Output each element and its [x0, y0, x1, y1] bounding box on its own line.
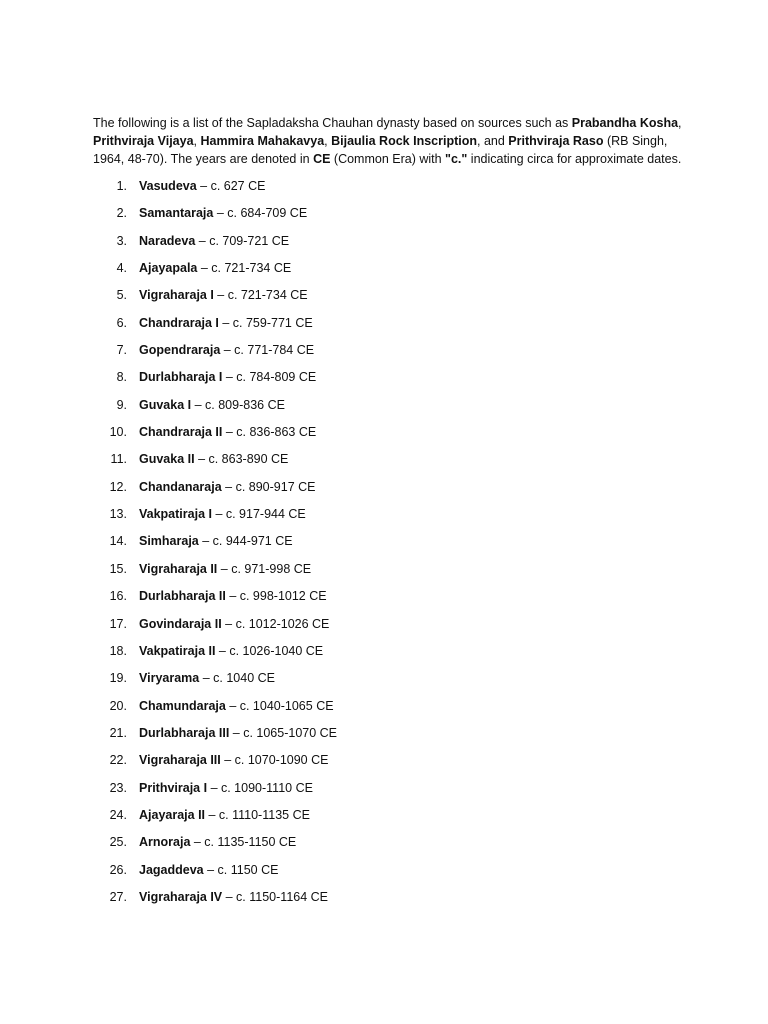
- list-item: [93, 368, 683, 395]
- intro-source-name: CE: [313, 152, 331, 166]
- list-item-number: 18.: [109, 643, 127, 658]
- intro-text: (Common Era) with: [330, 152, 446, 166]
- intro-paragraph: [93, 114, 683, 168]
- ruler-dates: – c. 721-734 CE: [213, 288, 308, 303]
- list-item-entry: [139, 532, 293, 550]
- ruler-name: Prithviraja I: [139, 780, 208, 795]
- ruler-name: Govindaraja II: [139, 616, 222, 631]
- ruler-name: Durlabharaja II: [139, 589, 226, 604]
- ruler-name: Chandraraja II: [139, 425, 223, 440]
- list-item: [93, 450, 683, 477]
- ruler-name: Vigraharaja II: [139, 561, 218, 576]
- list-item-number: 9.: [116, 397, 127, 412]
- list-item: [93, 833, 683, 860]
- list-item-entry: [139, 806, 310, 824]
- list-item: [93, 724, 683, 751]
- list-item: [93, 532, 683, 559]
- list-item-number: 23.: [109, 780, 127, 795]
- ruler-dates: – c. 784-809 CE: [222, 370, 317, 385]
- ruler-dates: – c. 917-944 CE: [211, 507, 306, 522]
- intro-text: ,: [324, 134, 332, 148]
- list-item-entry: [139, 314, 313, 332]
- list-item: [93, 697, 683, 724]
- list-item-entry: [139, 724, 337, 742]
- list-item: [93, 204, 683, 231]
- list-item: [93, 615, 683, 642]
- ruler-dates: – c. 721-734 CE: [197, 261, 292, 276]
- ruler-name: Chandanaraja: [139, 479, 222, 494]
- list-item-entry: [139, 177, 265, 195]
- list-item: [93, 478, 683, 505]
- list-item-entry: [139, 615, 329, 633]
- list-item-entry: [139, 232, 289, 250]
- ruler-name: Vigraharaja IV: [139, 889, 223, 904]
- ruler-name: Guvaka II: [139, 452, 195, 467]
- list-item-number: 25.: [109, 835, 127, 850]
- list-item-number: 17.: [109, 616, 127, 631]
- list-item-number: 12.: [109, 479, 127, 494]
- ruler-name: Naradeva: [139, 233, 196, 248]
- intro-source-name: Bijaulia Rock Inscription: [331, 134, 477, 148]
- ruler-dates: – c. 1135-1150 CE: [190, 835, 297, 850]
- intro-source-name: "c.": [445, 152, 468, 166]
- list-item-number: 4.: [116, 261, 127, 276]
- ruler-dates: – c. 1065-1070 CE: [229, 725, 338, 740]
- list-item-number: 22.: [109, 753, 127, 768]
- ruler-dates: – c. 709-721 CE: [195, 233, 290, 248]
- ruler-dates: – c. 1040-1065 CE: [225, 698, 334, 713]
- intro-text: indicating circa for approximate dates.: [467, 152, 682, 166]
- list-item: [93, 806, 683, 833]
- list-item: [93, 259, 683, 286]
- ruler-name: Ajayapala: [139, 261, 198, 276]
- list-item-number: 5.: [116, 288, 127, 303]
- list-item: [93, 341, 683, 368]
- list-item-number: 3.: [116, 233, 127, 248]
- ruler-name: Vasudeva: [139, 179, 197, 193]
- list-item-entry: [139, 396, 285, 414]
- document-page: [93, 114, 683, 915]
- list-item-entry: [139, 478, 315, 496]
- list-item: [93, 861, 683, 888]
- ruler-dates: – c. 1026-1040 CE: [215, 643, 324, 658]
- list-item: [93, 751, 683, 778]
- list-item: [93, 286, 683, 313]
- ruler-name: Viryarama: [139, 671, 200, 686]
- list-item-number: 13.: [109, 507, 127, 522]
- ruler-dates: – c. 1150 CE: [203, 862, 279, 877]
- list-item-entry: [139, 259, 291, 277]
- ruler-dates: – c. 998-1012 CE: [225, 589, 327, 604]
- list-item-number: 6.: [116, 315, 127, 330]
- list-item-number: 15.: [109, 561, 127, 576]
- list-item-entry: [139, 587, 327, 605]
- list-item-number: 26.: [109, 862, 127, 877]
- list-item-entry: [139, 669, 275, 687]
- list-item-entry: [139, 450, 288, 468]
- list-item-entry: [139, 204, 307, 222]
- list-item-number: 14.: [109, 534, 127, 549]
- list-item: [93, 669, 683, 696]
- ruler-dates: – c. 863-890 CE: [194, 452, 289, 467]
- list-item-entry: [139, 560, 311, 578]
- list-item-entry: [139, 423, 316, 441]
- intro-text: ,: [193, 134, 201, 148]
- ruler-name: Samantaraja: [139, 206, 214, 221]
- ruler-name: Vakpatiraja II: [139, 643, 216, 658]
- list-item: [93, 642, 683, 669]
- intro-source-name: Prithviraja Vijaya: [93, 134, 194, 148]
- ruler-name: Jagaddeva: [139, 862, 204, 877]
- list-item: [93, 314, 683, 341]
- ruler-dates: – c. 627 CE: [196, 179, 266, 193]
- list-item-entry: [139, 341, 314, 359]
- list-item-number: 8.: [116, 370, 127, 385]
- ruler-name: Durlabharaja I: [139, 370, 223, 385]
- ruler-name: Guvaka I: [139, 397, 192, 412]
- list-item: [93, 779, 683, 806]
- list-item: [93, 232, 683, 259]
- ruler-dates: – c. 971-998 CE: [217, 561, 312, 576]
- ruler-dates: – c. 944-971 CE: [198, 534, 293, 549]
- ruler-dates: – c. 836-863 CE: [222, 425, 317, 440]
- list-item: [93, 505, 683, 532]
- ruler-name: Gopendraraja: [139, 343, 221, 358]
- list-item: [93, 396, 683, 423]
- list-item-entry: [139, 888, 328, 906]
- list-item: [93, 560, 683, 587]
- list-item-entry: [139, 286, 308, 304]
- ruler-name: Chamundaraja: [139, 698, 226, 713]
- intro-source-name: Hammira Mahakavya: [200, 134, 325, 148]
- list-item-number: 7.: [116, 343, 127, 358]
- list-item: [93, 423, 683, 450]
- ruler-name: Durlabharaja III: [139, 725, 230, 740]
- ruler-dates: – c. 1040 CE: [199, 671, 275, 686]
- list-item-number: 20.: [109, 698, 127, 713]
- ruler-list: [93, 177, 683, 915]
- ruler-dates: – c. 1090-1110 CE: [207, 780, 313, 795]
- list-item-number: 10.: [109, 425, 127, 440]
- list-item: [93, 888, 683, 915]
- ruler-dates: – c. 1012-1026 CE: [221, 616, 330, 631]
- list-item-entry: [139, 861, 278, 879]
- ruler-name: Vigraharaja III: [139, 753, 221, 768]
- list-item-entry: [139, 642, 323, 660]
- ruler-name: Arnoraja: [139, 835, 191, 850]
- list-item-entry: [139, 779, 313, 797]
- ruler-dates: – c. 771-784 CE: [220, 343, 315, 358]
- ruler-dates: – c. 1150-1164 CE: [222, 889, 329, 904]
- list-item-number: 11.: [110, 452, 127, 467]
- list-item-number: 19.: [109, 671, 127, 686]
- intro-source-name: Prabandha Kosha: [571, 116, 679, 130]
- ruler-dates: – c. 890-917 CE: [221, 479, 316, 494]
- ruler-name: Simharaja: [139, 534, 199, 549]
- ruler-dates: – c. 759-771 CE: [218, 315, 313, 330]
- ruler-name: Ajayaraja II: [139, 807, 206, 822]
- list-item: [93, 587, 683, 614]
- list-item-number: 2.: [116, 206, 127, 221]
- list-item-number: 21.: [109, 725, 127, 740]
- ruler-dates: – c. 809-836 CE: [191, 397, 285, 412]
- list-item-number: 27.: [109, 889, 127, 904]
- list-item-entry: [139, 368, 316, 386]
- list-item-number: 24.: [109, 807, 127, 822]
- ruler-dates: – c. 1110-1135 CE: [205, 807, 310, 822]
- ruler-dates: – c. 1070-1090 CE: [220, 753, 329, 768]
- ruler-name: Vigraharaja I: [139, 288, 214, 303]
- list-item-number: 1.: [116, 179, 127, 193]
- list-item-entry: [139, 751, 328, 769]
- list-item-number: 16.: [109, 589, 127, 604]
- list-item-entry: [139, 833, 296, 851]
- intro-text: ,: [678, 116, 682, 130]
- list-item-entry: [139, 505, 306, 523]
- ruler-name: Vakpatiraja I: [139, 507, 212, 522]
- intro-source-name: Prithviraja Raso: [508, 134, 604, 148]
- intro-text: , and: [477, 134, 509, 148]
- intro-text: (RB Singh, 1964, 48-70). The years are denoted in: [93, 134, 668, 166]
- list-item-entry: [139, 697, 334, 715]
- intro-text: The following is a list of the Sapladaksha Chauhan dynasty based on sources such as: [93, 116, 572, 130]
- ruler-name: Chandraraja I: [139, 315, 219, 330]
- ruler-dates: – c. 684-709 CE: [213, 206, 308, 221]
- list-item: [93, 177, 683, 204]
